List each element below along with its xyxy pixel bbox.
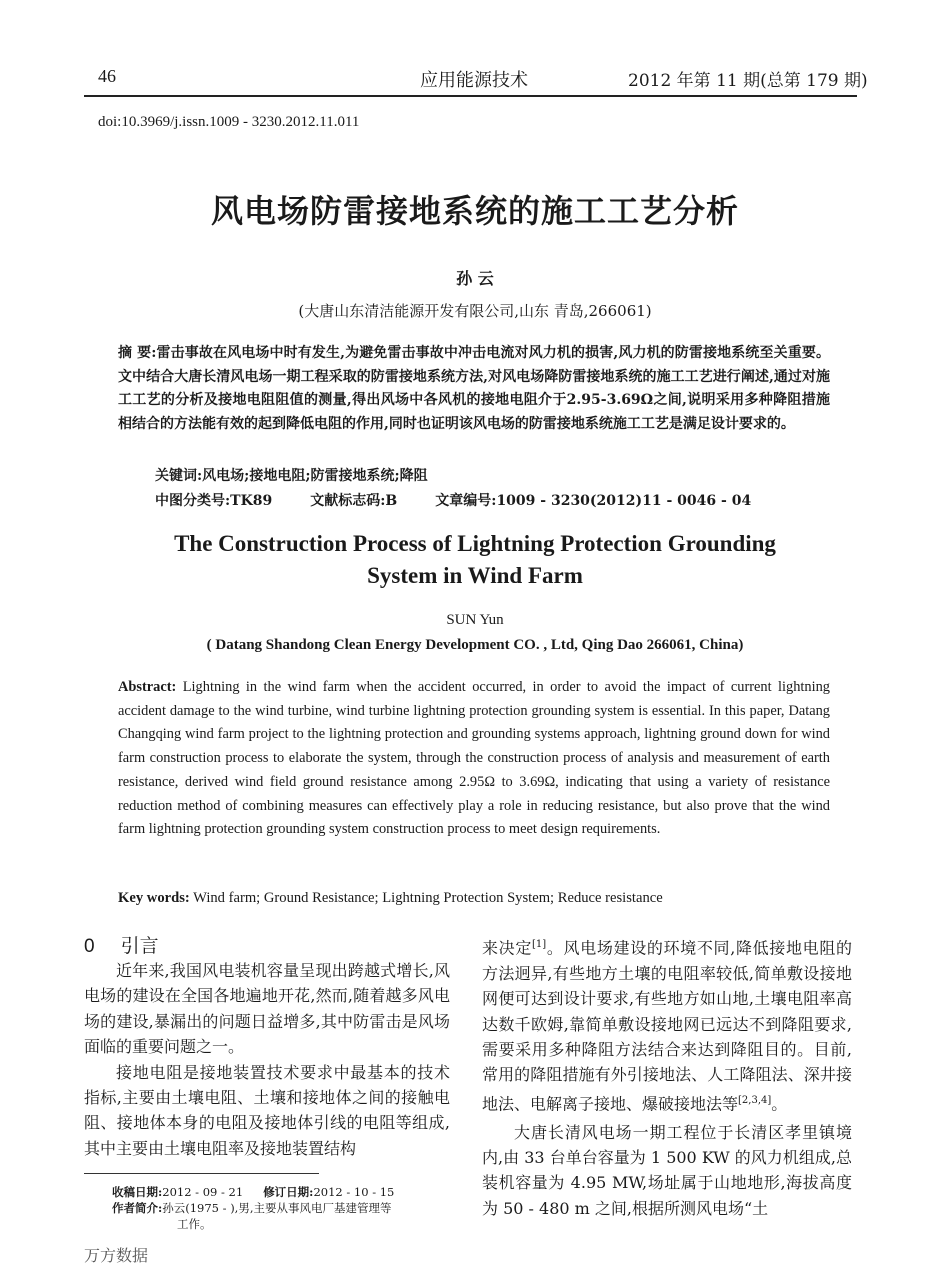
doc-code-value: B xyxy=(385,493,398,509)
keywords-english-label: Key words: xyxy=(118,890,190,906)
keywords-chinese-text: 风电场;接地电阻;防雷接地系统;降阻 xyxy=(202,468,428,484)
abstract-chinese xyxy=(118,342,830,437)
abstract-chinese-text: 雷击事故在风电场中时有发生,为避免雷击事故中冲击电流对风力机的损害,风力机的防雷接地系统至关重要。文中结合大唐长清风电场一期工程采取的防雷接地系统方法,对风电场降防雷接地系统的施工工艺进行阐述,通过对施工工艺的分析及接地电阻阻值的测量,得出风场中各风机的接地电阻介于2.95-3.69Ω之间,说明采用多种降阻措施相结合的方法能有效的起到降低电阻的作用,同时也证明该风电场的防雷接地系统施工工艺是满足设计要求的。 xyxy=(118,345,830,433)
paragraph-text: 来决定 xyxy=(482,938,533,958)
paragraph: 近年来,我国风电装机容量呈现出跨越式增长,风电场的建设在全国各地遍地开花,然而,随着越多风电场的建设,暴漏出的问题日益增多,其中防雷击是风场面临的重要问题之一。 xyxy=(84,961,450,1057)
citation: [2,3,4] xyxy=(738,1094,772,1106)
paragraph: 接地电阻是接地装置技术要求中最基本的技术指标,主要由土壤电阻、土壤和接地体之间的接触电阻、接地体本身的电阻及接地体引线的电阻等组成,其中主要由土壤电阻率及接地装置结构 xyxy=(84,1062,450,1158)
clc-label: 中图分类号: xyxy=(155,493,231,509)
keywords-chinese-label: 关键词: xyxy=(155,468,203,484)
revised-label: 修订日期: xyxy=(263,1185,314,1199)
section-title: 引言 xyxy=(120,935,159,957)
title-english-text: The Construction Process of Lightning Protection Grounding System in Wind Farm xyxy=(174,531,776,588)
body-left-column xyxy=(84,958,450,1161)
citation: [1] xyxy=(532,939,547,950)
title-chinese: 风电场防雷接地系统的施工工艺分析 xyxy=(210,192,739,230)
journal-name: 应用能源技术 xyxy=(420,70,528,91)
paragraph: 大唐长清风电场一期工程位于长清区孝里镇境内,由 33 台单台容量为 1 500 KW 的风力机组成,总装机容量为 4.95 MW,场址属于山地地形,海拔高度为 50 - 480 m 之间,根据所测风电场“土 xyxy=(482,1122,852,1218)
footnote xyxy=(112,1184,394,1232)
classification-row xyxy=(155,490,751,510)
received-label: 收稿日期: xyxy=(112,1185,163,1199)
abstract-english-text: Lightning in the wind farm when the accident occurred, in order to avoid the impact of current lightning accident damage to the wind turbine, wind turbine lightning protection grounding system is essential. In this paper, Datang Changqing wind farm project to the lightning protection and grounding systems approach, lightning ground down for wind farm construction process to elaborate the system, through the construction process of analysis and measurement of earth resistance, derived wind field ground resistance among 2.95Ω to 3.69Ω, indicating that using a variety of resistance reduction method of combining measures can effectively play a role in reducing resistance, but also prove that the wind farm lightning protection grounding system construction process to meet design requirements. xyxy=(118,679,830,838)
author-bio: 孙云(1975 - ),男,主要从事风电厂基建管理等 xyxy=(162,1201,392,1215)
author-bio-continued: 工作。 xyxy=(177,1217,212,1231)
article-number-label: 文章编号: xyxy=(435,493,497,509)
header-rule xyxy=(84,95,857,97)
author-chinese: 孙 云 xyxy=(456,269,494,288)
received-date: 2012 - 09 - 21 xyxy=(162,1185,244,1199)
abstract-chinese-label: 摘 要: xyxy=(118,345,157,361)
paragraph xyxy=(482,932,852,1117)
footnote-dates xyxy=(112,1184,394,1200)
revised-date: 2012 - 10 - 15 xyxy=(313,1185,395,1199)
doc-code-label: 文献标志码: xyxy=(310,493,386,509)
affiliation-chinese: (大唐山东清洁能源开发有限公司,山东 青岛,266061) xyxy=(298,302,652,320)
affiliation-english: ( Datang Shandong Clean Energy Development CO. , Ltd, Qing Dao 266061, China) xyxy=(206,637,744,653)
watermark: 万方数据 xyxy=(84,1246,149,1265)
issue-info: 2012 年第 11 期(总第 179 期) xyxy=(628,71,868,91)
footnote-rule xyxy=(84,1173,319,1174)
keywords-english xyxy=(118,890,663,907)
page-number: 46 xyxy=(98,66,116,86)
article-number-value: 1009 - 3230(2012)11 - 0046 - 04 xyxy=(496,493,752,509)
author-english: SUN Yun xyxy=(446,612,504,628)
footnote-author xyxy=(112,1200,394,1216)
clc-value: TK89 xyxy=(230,493,273,509)
keywords-chinese xyxy=(155,465,428,485)
keywords-english-text: Wind farm; Ground Resistance; Lightning Protection System; Reduce resistance xyxy=(193,890,663,906)
paragraph-text: 。 xyxy=(771,1094,788,1114)
paragraph-text: 。风电场建设的环境不同,降低接地电阻的方法迥异,有些地方土壤的电阻率较低,简单敷设接地网便可达到设计要求,有些地方如山地,土壤电阻率高达数千欧姆,靠简单敷设接地网已远达不到降阻要求,需要采用多种降阻方法结合来达到降阻目的。目前,常用的降阻措施有外引接地法、人工降阻法、深井接地法、电解离子接地、爆破接地法等 xyxy=(482,938,852,1114)
abstract-english-label: Abstract: xyxy=(118,679,177,695)
section-heading xyxy=(84,931,159,958)
section-number: 0 xyxy=(84,936,95,957)
abstract-english xyxy=(118,676,830,842)
doi: doi:10.3969/j.issn.1009 - 3230.2012.11.011 xyxy=(98,114,360,130)
body-right-column xyxy=(482,932,852,1221)
title-english xyxy=(0,528,950,592)
author-bio-label: 作者简介: xyxy=(112,1201,163,1215)
